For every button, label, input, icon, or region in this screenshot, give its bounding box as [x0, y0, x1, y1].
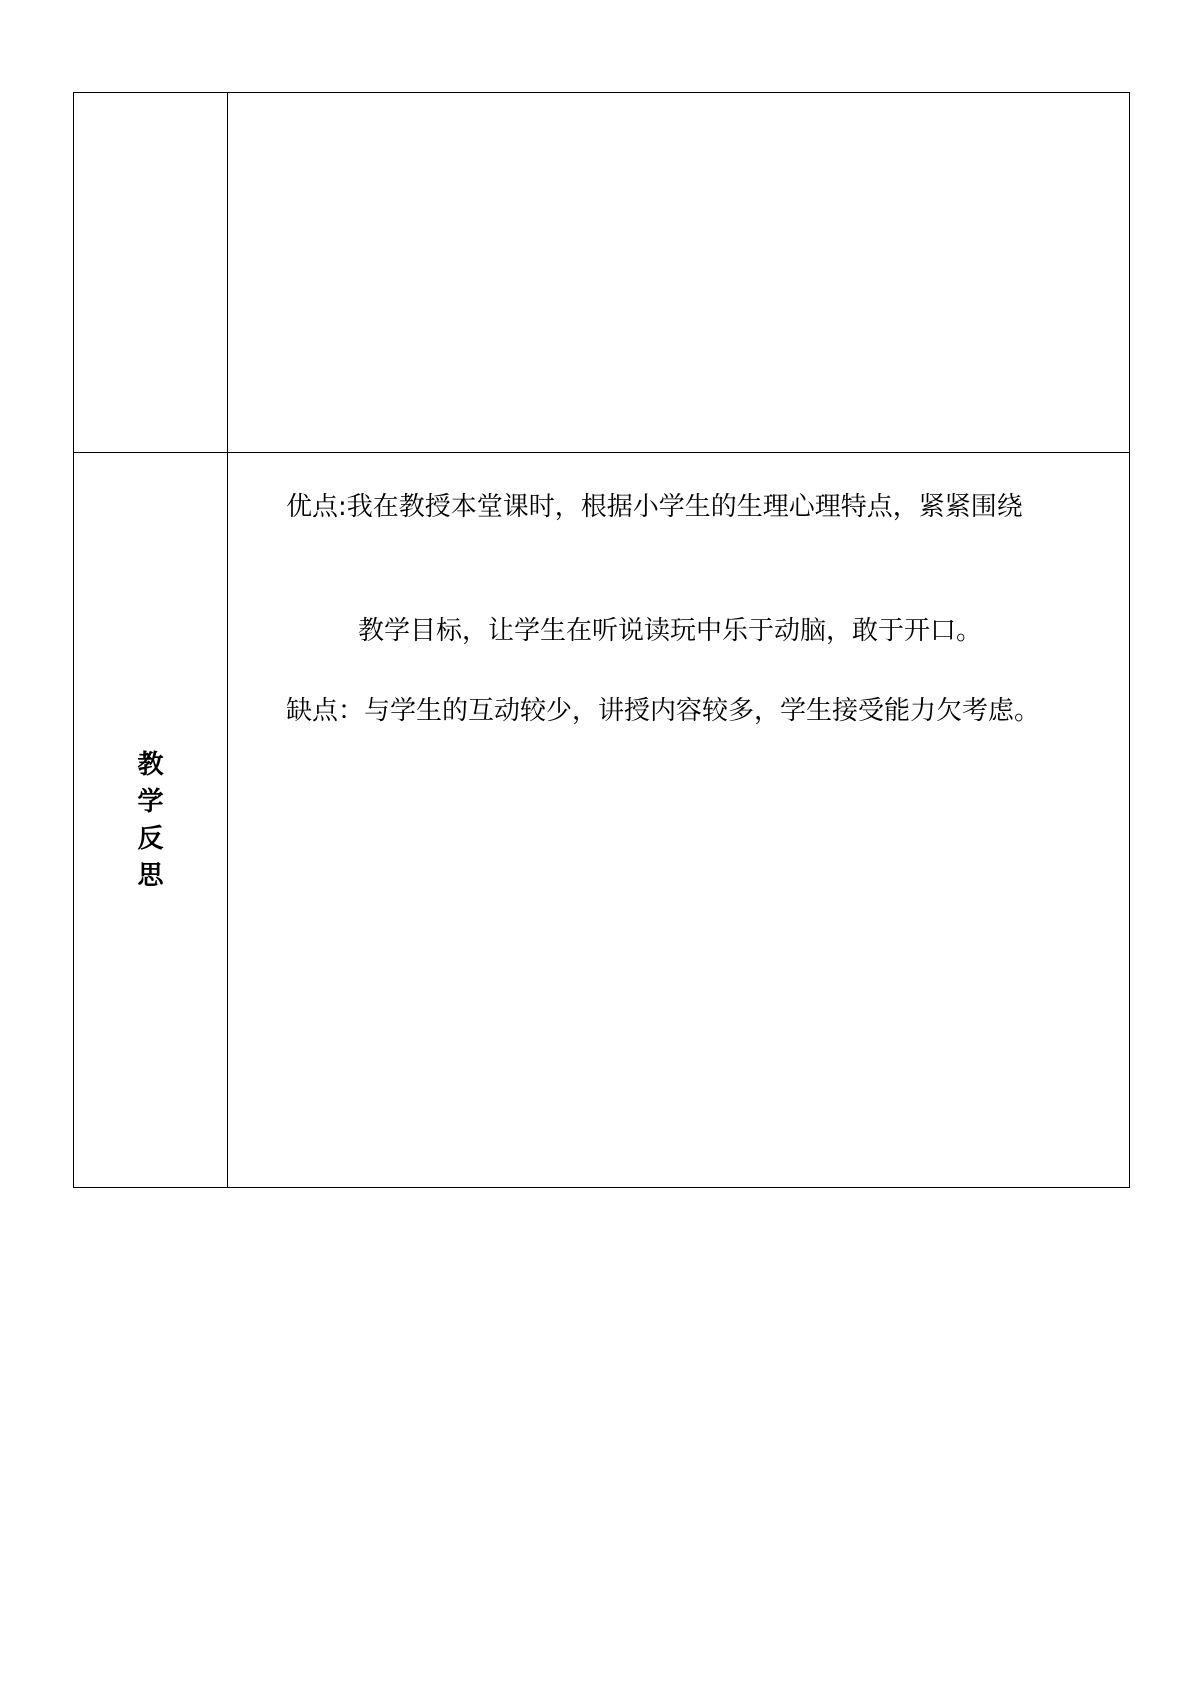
reflection-label-cell [74, 453, 228, 1188]
table-row-reflection [74, 453, 1130, 1188]
document-table [73, 92, 1130, 1188]
disadvantages-paragraph: 缺点：与学生的互动较少，讲授内容较多，学生接受能力欠考虑。 [286, 696, 1041, 726]
label-cell-empty [74, 93, 228, 453]
advantages-continuation: 教学目标，让学生在听说读玩中乐于动脑，敢于开口。 [358, 616, 983, 646]
table-row-empty [74, 93, 1130, 453]
advantages-paragraph: 优点:我在教授本堂课时，根据小学生的生理心理特点，紧紧围绕 [286, 492, 1023, 522]
content-cell-empty [228, 93, 1130, 453]
reflection-label: 教学反思 [137, 750, 164, 891]
reflection-content-cell [228, 453, 1130, 1188]
